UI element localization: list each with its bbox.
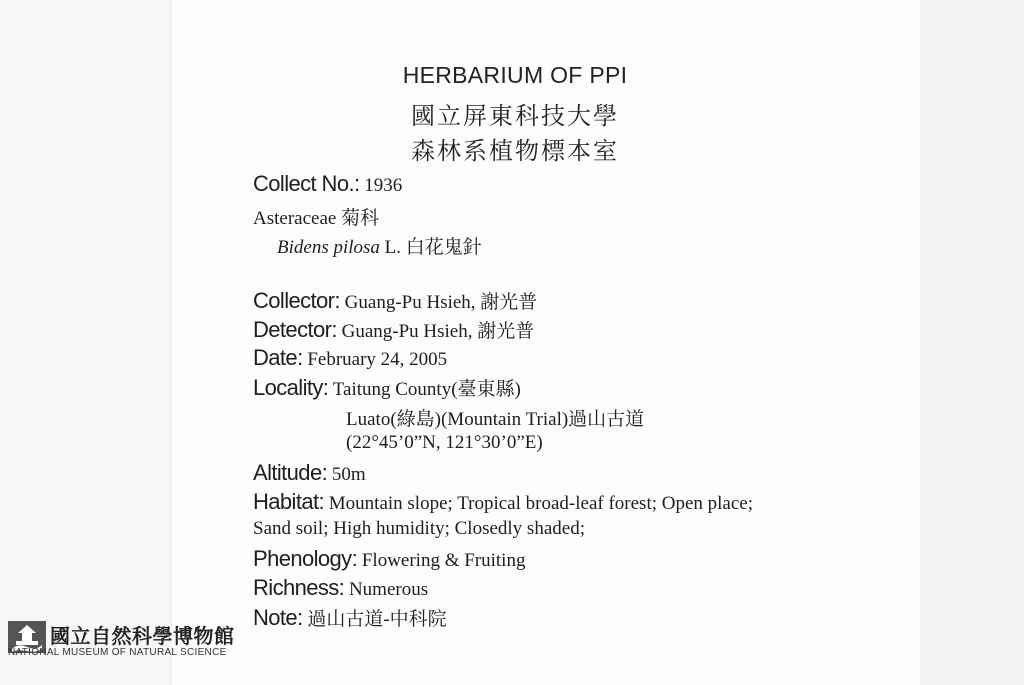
date-row bbox=[253, 345, 447, 371]
richness-row bbox=[253, 575, 428, 601]
date-label: Date: bbox=[253, 345, 303, 370]
collector-value: Guang-Pu Hsieh, 謝光普 bbox=[344, 292, 538, 313]
detector-row bbox=[253, 316, 534, 343]
herbarium-title-zh-1: 國立屏東科技大學 bbox=[411, 103, 619, 130]
locality-line-3-row bbox=[346, 432, 543, 454]
habitat-line-2: Sand soil; High humidity; Closedly shaded; bbox=[253, 518, 585, 539]
altitude-label: Altitude: bbox=[253, 460, 328, 485]
locality-line-1: Taitung County(臺東縣) bbox=[332, 379, 521, 400]
phenology-value: Flowering & Fruiting bbox=[361, 550, 526, 571]
locality-label: Locality: bbox=[253, 375, 329, 400]
herbarium-title-en: HERBARIUM OF PPI bbox=[402, 62, 628, 88]
altitude-value: 50m bbox=[331, 464, 366, 485]
habitat-row bbox=[253, 489, 753, 515]
family-value: Asteraceae 菊科 bbox=[253, 208, 380, 229]
right-margin-band bbox=[920, 0, 1024, 685]
richness-label: Richness: bbox=[253, 575, 345, 600]
family-row bbox=[253, 203, 379, 230]
note-row bbox=[253, 604, 447, 631]
locality-line-2: Luato(綠島)(Mountain Trial)過山古道 bbox=[346, 409, 645, 430]
collector-label: Collector: bbox=[253, 288, 340, 313]
habitat-label: Habitat: bbox=[253, 489, 325, 514]
detector-label: Detector: bbox=[253, 317, 337, 342]
locality-line-2-row bbox=[346, 404, 644, 431]
herbarium-title-zh-2: 森林系植物標本室 bbox=[411, 138, 619, 165]
locality-row bbox=[253, 374, 521, 401]
collect-no-row bbox=[253, 171, 402, 197]
habitat-line-1: Mountain slope; Tropical broad-leaf forest; Open place; bbox=[328, 493, 754, 514]
museum-name-en: NATIONAL MUSEUM OF NATURAL SCIENCE bbox=[8, 647, 227, 658]
phenology-row bbox=[253, 546, 525, 572]
date-value: February 24, 2005 bbox=[307, 349, 448, 370]
collector-row bbox=[253, 287, 537, 314]
note-value: 過山古道-中科院 bbox=[307, 609, 447, 630]
phenology-label: Phenology: bbox=[253, 546, 358, 571]
richness-value: Numerous bbox=[348, 579, 429, 600]
species-rest: L. 白花鬼針 bbox=[384, 237, 482, 258]
note-label: Note: bbox=[253, 605, 303, 630]
altitude-row bbox=[253, 460, 366, 486]
detector-value: Guang-Pu Hsieh, 謝光普 bbox=[341, 321, 535, 342]
left-margin-band bbox=[0, 0, 172, 685]
species-row bbox=[277, 232, 482, 259]
habitat-line-2-row bbox=[253, 518, 585, 540]
locality-coordinates: (22°45’0”N, 121°30’0”E) bbox=[346, 432, 543, 453]
museum-name-zh: 國立自然科學博物館 bbox=[50, 624, 235, 648]
species-italic: Bidens pilosa bbox=[277, 237, 380, 258]
collect-no-value: 1936 bbox=[364, 175, 403, 196]
collect-no-label: Collect No.: bbox=[253, 171, 360, 196]
